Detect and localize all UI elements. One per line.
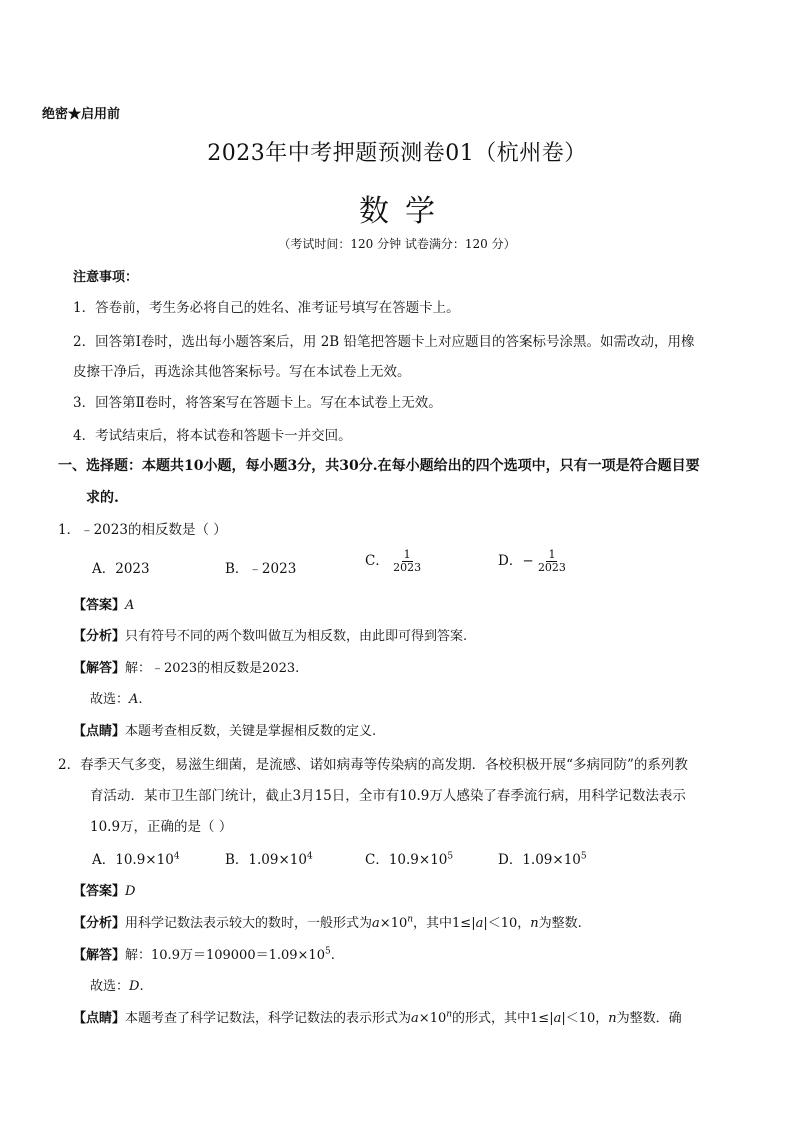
answer-tag: 【答案】 (73, 598, 126, 613)
solution-end: . (330, 948, 335, 963)
comment-text-d: 的形式，其中1≤| (452, 1011, 554, 1026)
solution-exp: 5 (324, 946, 331, 957)
notice-item-2-cont: 皮擦干净后，再选涂其他答案标号。写在本试卷上无效。 (73, 364, 411, 380)
q1-comment (73, 720, 376, 739)
q1-option-d-denominator: 2023 (537, 561, 566, 574)
confidential-label: 绝密★启用前 (42, 107, 121, 122)
q2-option-d (498, 848, 587, 868)
analysis-text-f: |＜10， (483, 916, 531, 931)
comment-text-a: 本题考查了科学记数法，科学记数法的表示形式为 (125, 1011, 412, 1026)
comment-text: 本题考查相反数，关键是掌握相反数的定义. (125, 724, 377, 739)
q2-answer (73, 880, 135, 899)
page-title: 2023年中考押题预测卷01（杭州卷） (207, 141, 587, 166)
exam-info: （考试时间：120 分钟 试卷满分：120 分） (278, 237, 516, 251)
solution-tag: 【解答】 (73, 661, 126, 676)
comment-var-n: n (608, 1011, 617, 1026)
comment-text-c: ×10 (418, 1011, 447, 1026)
analysis-text-c: ×10 (379, 916, 408, 931)
q2-option-d-base: D．1.09×10 (498, 852, 581, 868)
q2-option-a-exp: 4 (173, 851, 180, 862)
solution-text: 解：﹣2023的相反数是2023. (125, 661, 300, 676)
analysis-text-a: 用科学记数法表示较大的数时，一般形式为 (125, 916, 373, 931)
q2-option-a-base: A．10.9×10 (92, 852, 174, 868)
section-heading: 一、选择题：本题共10小题，每小题3分，共30分.在每小题给出的四个选项中，只有一项是符合题目要 (58, 458, 700, 474)
q2-comment (73, 1007, 682, 1026)
q2-choice: 故选：D. (90, 979, 144, 994)
q2-option-a (92, 848, 180, 868)
q1-option-c-denominator: 2023 (393, 561, 422, 574)
q1-option-b: B．﹣2023 (225, 561, 297, 577)
q1-option-d (498, 549, 566, 574)
q2-option-c (365, 848, 453, 868)
comment-tag: 【点睛】 (73, 1011, 126, 1026)
comment-text-f: |＜10， (561, 1011, 609, 1026)
comment-exp: n (446, 1009, 453, 1020)
choice-value: A (129, 692, 139, 707)
analysis-text: 只有符号不同的两个数叫做互为相反数，由此即可得到答案. (125, 629, 468, 644)
q1-option-c-numerator: 1 (403, 548, 411, 561)
notice-item-4: 4．考试结束后，将本试卷和答题卡一并交回。 (73, 428, 352, 444)
answer-tag: 【答案】 (73, 884, 126, 899)
q2-analysis (73, 912, 582, 931)
q2-option-b-base: B．1.09×10 (225, 852, 307, 868)
solution-text: 解：10.9万＝109000＝1.09×10 (125, 948, 325, 963)
q1-option-d-label: D．− (498, 553, 534, 569)
q2-option-c-exp: 5 (447, 851, 454, 862)
subject-title: 数学 (359, 194, 451, 229)
choice-value: D (129, 979, 140, 994)
section-heading-cont: 求的. (86, 490, 119, 506)
q2-option-c-base: C．10.9×10 (365, 852, 448, 868)
q2-solution (73, 944, 335, 963)
q1-option-a: A．2023 (92, 561, 150, 577)
analysis-text-h: 为整数. (538, 916, 582, 931)
q2-stem-line3: 10.9万，正确的是（ ） (90, 819, 233, 835)
analysis-tag: 【分析】 (73, 629, 126, 644)
solution-tag: 【解答】 (73, 948, 126, 963)
comment-var-a: a (411, 1011, 419, 1026)
choice-prefix: 故选： (90, 979, 130, 994)
q1-stem: 1．﹣2023的相反数是（ ） (58, 522, 227, 538)
notice-item-1: 1．答卷前，考生务必将自己的姓名、准考证号填写在答题卡上。 (73, 300, 460, 316)
analysis-var-n: n (530, 916, 539, 931)
q1-option-c-label: C． (365, 553, 389, 569)
analysis-var-a: a (372, 916, 380, 931)
answer-value: D (125, 884, 136, 899)
notice-item-2: 2．回答第Ⅰ卷时，选出每小题答案后，用 2B 铅笔把答题卡上对应题目的答案标号涂黑。如需改动，用橡 (73, 334, 695, 350)
q1-option-d-fraction (538, 549, 566, 574)
q2-option-b (225, 848, 313, 868)
q1-option-c (365, 549, 421, 574)
q1-solution (73, 657, 299, 676)
analysis-exp: n (407, 914, 414, 925)
notice-item-3: 3．回答第Ⅱ卷时，将答案写在答题卡上。写在本试卷上无效。 (73, 395, 442, 411)
comment-tag: 【点睛】 (73, 724, 126, 739)
analysis-tag: 【分析】 (73, 916, 126, 931)
q1-choice: 故选：A. (90, 692, 143, 707)
answer-value: A (125, 598, 135, 613)
q1-option-d-numerator: 1 (548, 548, 556, 561)
choice-prefix: 故选： (90, 692, 130, 707)
q2-option-d-exp: 5 (580, 851, 587, 862)
comment-var-a2: a (553, 1011, 562, 1026)
q2-stem-line1: 2．春季天气多变，易滋生细菌，是流感、诺如病毒等传染病的高发期．各校积极开展“多病同防”的系列教 (58, 757, 688, 773)
q2-stem-line2: 育活动．某市卫生部门统计，截止3月15日，全市有10.9万人感染了春季流行病，用科学记数法表示 (90, 788, 686, 804)
q2-option-b-exp: 4 (306, 851, 313, 862)
comment-text-h: 为整数．确 (616, 1011, 682, 1026)
q1-analysis (73, 625, 467, 644)
q1-answer (73, 594, 134, 613)
analysis-text-d: ，其中1≤| (413, 916, 476, 931)
notice-title: 注意事项： (73, 270, 139, 285)
q1-option-c-fraction (393, 549, 421, 574)
analysis-var-a2: a (475, 916, 484, 931)
